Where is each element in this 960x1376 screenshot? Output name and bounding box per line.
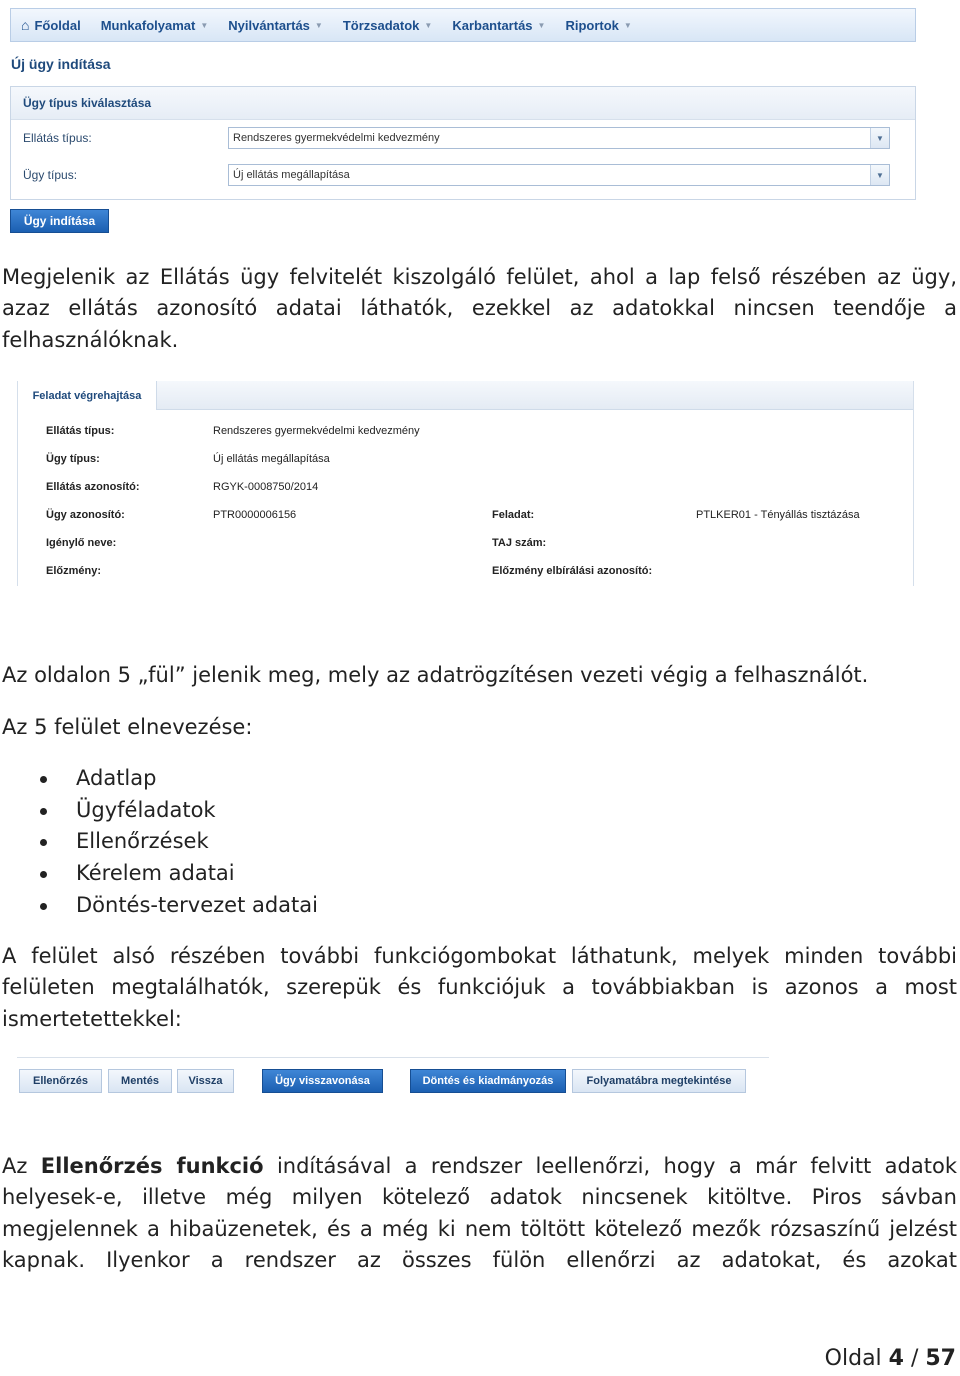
page-number [825, 1346, 956, 1371]
page-prefix: Oldal [824, 1346, 889, 1371]
paragraph-text: indításával a rendszer leellenőrzi, hogy a már felvitt adatok helyesek-e, illetve még milyen kötelező adatok nincsenek kitöltve. Piros sávban megjelennek a hibaüzenetek, és a még ki nem töltött kötelező mezők rózsaszínű jelzést kapnak. Ilyenkor a rendszer az összes fülön ellenőrzi az adatokat, és azokat [2, 1154, 957, 1272]
list-item: Ellenőrzések [0, 826, 318, 858]
service-type-select[interactable] [228, 127, 890, 149]
nav-item-workflow-label: Munkafolyamat [100, 17, 196, 33]
task-tab-bar [18, 381, 913, 410]
nav-item-master-data[interactable] [333, 18, 443, 33]
chevron-down-icon[interactable]: ▼ [870, 165, 889, 185]
surface-list [0, 763, 318, 922]
back-button[interactable]: Vissza [177, 1069, 234, 1093]
service-type-row [23, 127, 890, 149]
top-navigation-bar [10, 8, 916, 42]
service-type-label: Ellátás típus: [23, 131, 92, 145]
nav-item-maintenance[interactable] [442, 18, 555, 33]
page-title: Új ügy indítása [11, 56, 111, 72]
field-label: TAJ szám: [492, 537, 547, 549]
list-item: Kérelem adatai [0, 858, 318, 890]
paragraph-tabs: Az oldalon 5 „fül” jelenik meg, mely az adatrögzítésen vezeti végig a felhasználót. [2, 663, 869, 687]
task-execution-panel [17, 381, 914, 586]
nav-item-registry-label: Nyilvántartás [228, 17, 310, 33]
service-type-value: Rendszeres gyermekvédelmi kedvezmény [233, 132, 440, 144]
nav-item-master-data-label: Törzsadatok [342, 17, 420, 33]
paragraph-surfaces-heading: Az 5 felület elnevezése: [2, 715, 253, 739]
panel-title: Ügy típus kiválasztása [11, 87, 915, 120]
paragraph-function-buttons: A felület alsó részében további funkciógombokat láthatunk, melyek minden további felületen megtalálhatók, szerepük és funkciójuk a továbbiakban is azonos a most ismertetettekkel: [2, 944, 957, 1031]
field-value: PTLKER01 - Tényállás tisztázása [696, 509, 860, 521]
field-label: Ügy típus: [46, 453, 100, 465]
chevron-down-icon: ▼ [537, 20, 546, 30]
case-type-label: Ügy típus: [23, 168, 78, 182]
field-value: Új ellátás megállapítása [213, 453, 330, 465]
chevron-down-icon[interactable]: ▼ [870, 128, 889, 148]
view-flowchart-button[interactable]: Folyamatábra megtekintése [572, 1069, 746, 1093]
paragraph-text: Az [2, 1154, 41, 1178]
nav-item-home[interactable] [11, 17, 91, 33]
field-label: Ellátás azonosító: [46, 481, 140, 493]
list-item: Adatlap [0, 763, 318, 795]
case-type-value: Új ellátás megállapítása [233, 169, 350, 181]
field-label: Feladat: [492, 509, 535, 521]
decision-and-issue-button[interactable]: Döntés és kiadmányozás [410, 1069, 566, 1093]
nav-item-reports[interactable] [555, 18, 641, 33]
case-type-row [23, 164, 890, 186]
chevron-down-icon: ▼ [314, 20, 323, 30]
total-pages: 57 [925, 1346, 956, 1371]
home-icon: ⌂ [21, 17, 30, 33]
start-case-button[interactable]: Ügy indítása [10, 209, 109, 233]
case-type-select[interactable] [228, 164, 890, 186]
case-type-panel [10, 86, 916, 200]
nav-item-home-label: Főoldal [34, 17, 81, 33]
nav-item-registry[interactable] [218, 18, 333, 33]
field-label: Ellátás típus: [46, 425, 115, 437]
list-item: Ügyféladatok [0, 795, 318, 827]
field-label: Ügy azonosító: [46, 509, 125, 521]
current-page: 4 [888, 1346, 904, 1371]
check-function-term: Ellenőrzés funkció [40, 1154, 264, 1178]
field-label: Igénylő neve: [46, 537, 117, 549]
paragraph-intro: Megjelenik az Ellátás ügy felvitelét kiszolgáló felület, ahol a lap felső részében az ügy, azaz ellátás azonosító adatai láthatók, ezekkel az adatokkal nincsen teendője a felhasználóknak. [2, 265, 957, 352]
chevron-down-icon: ▼ [200, 20, 209, 30]
field-label: Előzmény elbírálási azonosító: [492, 565, 653, 577]
field-value: Rendszeres gyermekvédelmi kedvezmény [213, 425, 420, 437]
divider [17, 1057, 769, 1058]
page-separator: / [903, 1346, 926, 1371]
nav-item-reports-label: Riportok [565, 17, 619, 33]
paragraph-check-function [2, 1151, 957, 1276]
check-button[interactable]: Ellenőrzés [19, 1069, 102, 1093]
chevron-down-icon: ▼ [623, 20, 632, 30]
nav-item-maintenance-label: Karbantartás [452, 17, 533, 33]
list-item: Döntés-tervezet adatai [0, 890, 318, 922]
field-value: RGYK-0008750/2014 [213, 481, 319, 493]
nav-item-workflow[interactable] [91, 18, 219, 33]
tab-task-execution[interactable]: Feladat végrehajtása [18, 381, 157, 410]
field-label: Előzmény: [46, 565, 102, 577]
withdraw-case-button[interactable]: Ügy visszavonása [262, 1069, 383, 1093]
chevron-down-icon: ▼ [424, 20, 433, 30]
field-value: PTR0000006156 [213, 509, 297, 521]
save-button[interactable]: Mentés [108, 1069, 172, 1093]
